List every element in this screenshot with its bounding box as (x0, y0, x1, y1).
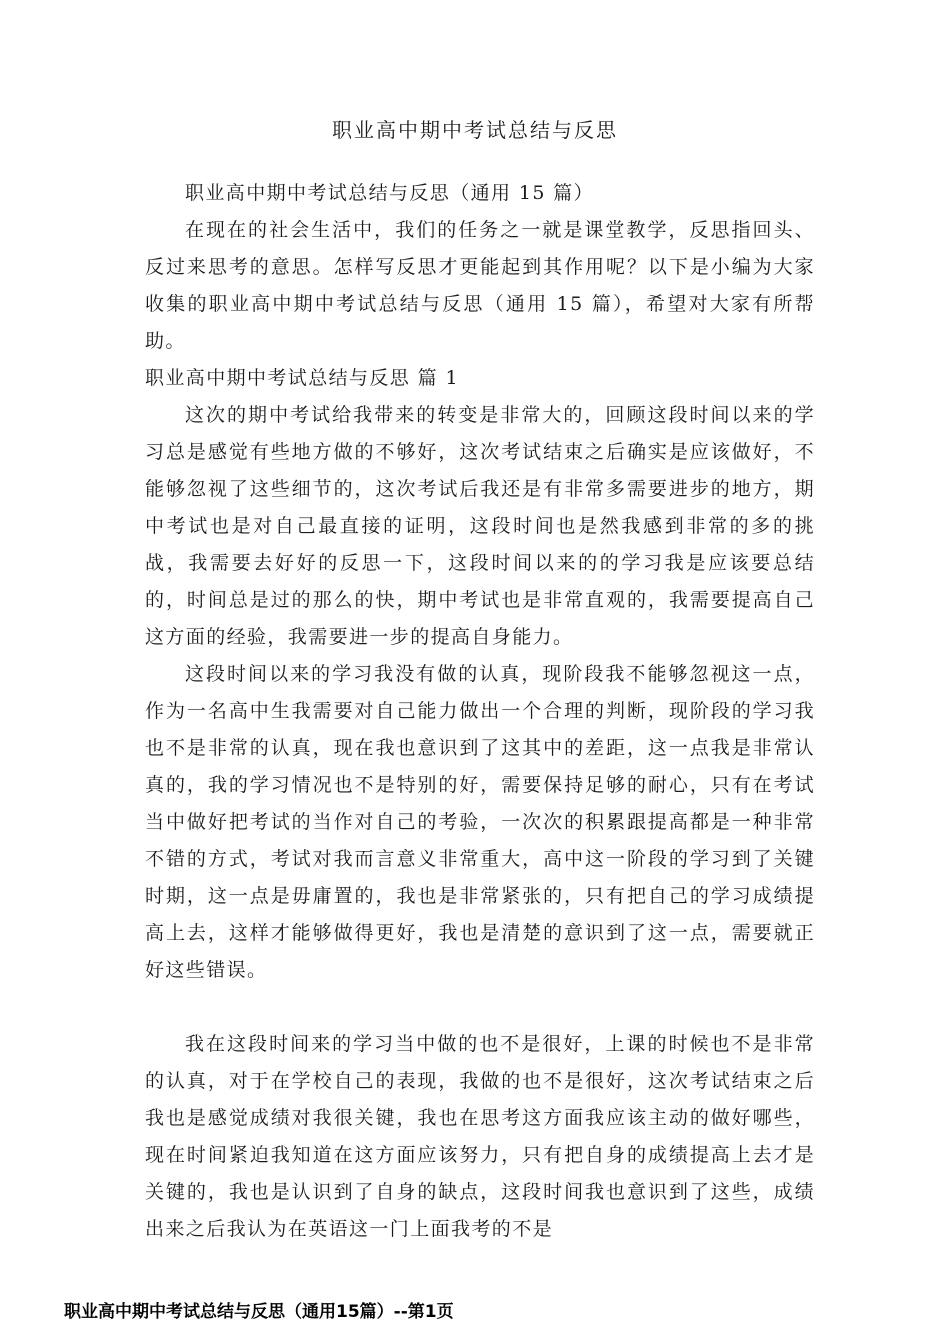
body-paragraph-2: 这段时间以来的学习我没有做的认真，现阶段我不能够忽视这一点，作为一名高中生我需要对自己能力做出一个合理的判断，现阶段的学习我也不是非常的认真，现在我也意识到了这其中的差距，这一点我是非常认真的，我的学习情况也不是特别的好，需要保持足够的耐心，只有在考试当中做好把考试的当作对自己的考验，一次次的积累跟提高都是一种非常不错的方式，考试对我而言意义非常重大，高中这一阶段的学习到了关键时期，这一点是毋庸置的，我也是非常紧张的，只有把自己的学习成绩提高上去，这样才能够做得更好，我也是清楚的意识到了这一点，需要就正好这些错误。 (145, 663, 815, 981)
page-footer: 职业高中期中考试总结与反思（通用15篇）--第1页 (64, 1302, 454, 1322)
page-title: 职业高中期中考试总结与反思 (332, 118, 618, 142)
body-paragraph-1: 这次的期中考试给我带来的转变是非常大的，回顾这段时间以来的学习总是感觉有些地方做的不够好，这次考试结束之后确实是应该做好，不能够忽视了这些细节的，这次考试后我还是有非常多需要进步的地方，期中考试也是对自己最直接的证明，这段时间也是然我感到非常的多的挑战，我需要去好好的反思一下，这段时间以来的的学习我是应该要总结的，时间总是过的那么的快，期中考试也是非常直观的，我需要提高自己这方面的经验，我需要进一步的提高自身能力。 (145, 404, 815, 648)
document-subtitle: 职业高中期中考试总结与反思（通用 15 篇） (185, 182, 595, 204)
intro-paragraph: 在现在的社会生活中，我们的任务之一就是课堂教学，反思指回头、反过来思考的意思。怎样写反思才更能起到其作用呢？以下是小编为大家收集的职业高中期中考试总结与反思（通用 15 篇），希望对大家有所帮助。 (145, 219, 815, 352)
body-paragraph-3: 我在这段时间来的学习当中做的也不是很好，上课的时候也不是非常的认真，对于在学校自己的表现，我做的也不是很好，这次考试结束之后我也是感觉成绩对我很关键，我也在思考这方面我应该主动的做好哪些，现在时间紧迫我知道在这方面应该努力，只有把自身的成绩提高上去才是关键的，我也是认识到了自身的缺点，这段时间我也意识到了这些，成绩出来之后我认为在英语这一门上面我考的不是 (145, 1033, 815, 1240)
section-heading: 职业高中期中考试总结与反思 篇 1 (145, 367, 459, 389)
